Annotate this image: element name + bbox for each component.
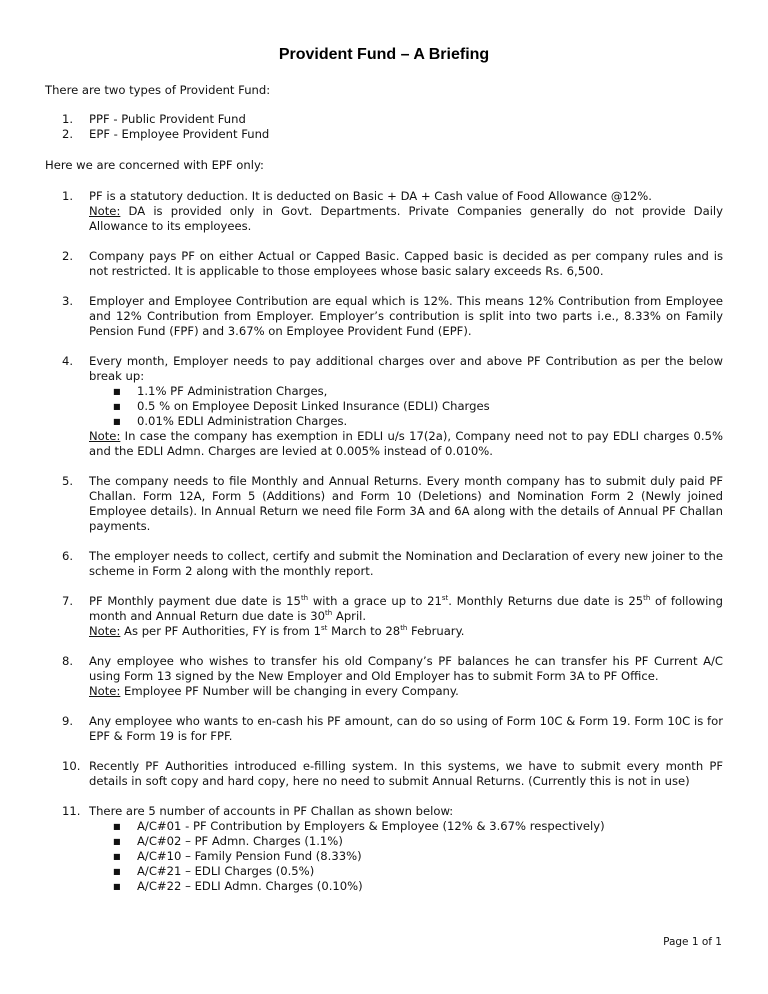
epf-points-list xyxy=(62,189,723,909)
page-title: Provident Fund – A Briefing xyxy=(278,46,490,63)
list-item: ■ 1.1% PF Administration Charges, xyxy=(113,384,328,398)
accounts-bullets xyxy=(89,819,723,894)
point-2: 2. Company pays PF on either Actual or Capped Basic. Capped basic is decided as per company rules and is not restricted. It is applicable to those employees whose basic salary exceeds Rs. 6,500. xyxy=(62,249,723,278)
note-label: Note: xyxy=(89,204,121,218)
list-item: 1. PPF - Public Provident Fund xyxy=(62,112,246,126)
point-7: 7. PF Monthly payment due date is 15th with a grace up to 21st. Monthly Returns due date is 25th of following month and Annual Return due date is 30th April. Note: As per PF Authorities, FY is from 1st March to 28th February. xyxy=(62,594,723,638)
list-item: ■ A/C#01 - PF Contribution by Employers & Employee (12% & 3.67% respectively) xyxy=(113,819,605,833)
point-1: 1. PF is a statutory deduction. It is deducted on Basic + DA + Cash value of Food Allowance @12%. Note: DA is provided only in Govt. Departments. Private Companies generally do not provide Daily Allowance to its employees. xyxy=(62,189,723,233)
intro-text-epf: Here we are concerned with EPF only: xyxy=(45,158,264,172)
list-item: ■ A/C#02 – PF Admn. Charges (1.1%) xyxy=(113,834,343,848)
point-3: 3. Employer and Employee Contribution are equal which is 12%. This means 12% Contribution from Employee and 12% Contribution from Employer. Employer’s contribution is split into two parts i.e., 8.33% on Family Pension Fund (FPF) and 3.67% on Employee Provident Fund (EPF). xyxy=(62,294,723,338)
list-item: ■ 0.01% EDLI Administration Charges. xyxy=(113,414,348,428)
charges-bullets xyxy=(89,384,723,429)
bullet-icon: ■ xyxy=(113,822,121,831)
note-label: Note: xyxy=(89,429,121,443)
list-item: ■ A/C#22 – EDLI Admn. Charges (0.10%) xyxy=(113,879,363,893)
list-item: ■ 0.5 % on Employee Deposit Linked Insurance (EDLI) Charges xyxy=(113,399,490,413)
note-label: Note: xyxy=(89,624,121,638)
bullet-icon: ■ xyxy=(113,852,121,861)
list-item: ■ A/C#21 – EDLI Charges (0.5%) xyxy=(113,864,315,878)
list-item: ■ A/C#10 – Family Pension Fund (8.33%) xyxy=(113,849,362,863)
point-8: 8. Any employee who wishes to transfer his old Company’s PF balances he can transfer his PF Current A/C using Form 13 signed by the New Employer and Old Employer has to submit Form 3A to PF Office. Note: Employee PF Number will be changing in every Company. xyxy=(62,654,723,698)
bullet-icon: ■ xyxy=(113,837,121,846)
point-5: 5. The company needs to file Monthly and Annual Returns. Every month company has to submit duly paid PF Challan. Form 12A, Form 5 (Additions) and Form 10 (Deletions) and Nomination Form 2 (Newly joined Employee details). In Annual Return we need file Form 3A and 6A along with the details of Annual PF Challan payments. xyxy=(62,474,723,533)
bullet-icon: ■ xyxy=(113,402,121,411)
intro-text: There are two types of Provident Fund: xyxy=(45,83,271,97)
point-10: 10. Recently PF Authorities introduced e-filling system. In this systems, we have to submit every month PF details in soft copy and hard copy, here no need to submit Annual Returns. (Currently this is not in use) xyxy=(62,759,723,788)
list-item: 2. EPF - Employee Provident Fund xyxy=(62,127,270,141)
bullet-icon: ■ xyxy=(113,882,121,891)
point-6: 6. The employer needs to collect, certify and submit the Nomination and Declaration of every new joiner to the scheme in Form 2 along with the monthly report. xyxy=(62,549,723,578)
bullet-icon: ■ xyxy=(113,417,121,426)
bullet-icon: ■ xyxy=(113,387,121,396)
point-9: 9. Any employee who wants to en-cash his PF amount, can do so using of Form 10C & Form 19. Form 10C is for EPF & Form 19 is for FPF. xyxy=(62,714,723,743)
page-number: Page 1 of 1 xyxy=(663,936,722,948)
note-label: Note: xyxy=(89,684,121,698)
point-11: 11. There are 5 number of accounts in PF Challan as shown below: ■ A/C#01 - PF Contribution by Employers & Employee (12% & 3.67% respectively) ■ A/C#02 – PF Admn. Charges (1.1%) ■ A/C#10 – Family Pension Fund (8.33%) ■ A/C#21 – EDLI Charges (0.5%) ■ A/C#22 – EDLI Admn. Charges (0.10%) xyxy=(62,804,723,894)
bullet-icon: ■ xyxy=(113,867,121,876)
pf-types-list xyxy=(62,112,722,142)
point-4: 4. Every month, Employer needs to pay additional charges over and above PF Contribution as per the below break up: ■ 1.1% PF Administration Charges, ■ 0.5 % on Employee Deposit Linked Insurance (EDLI) Charges ■ 0.01% EDLI Administration Charges. Note: In case the company has exemption in EDLI u/s 17(2a), Company need not to pay EDLI charges 0.5% and the EDLI Admn. Charges are levied at 0.005% instead of 0.010%. xyxy=(62,354,723,458)
